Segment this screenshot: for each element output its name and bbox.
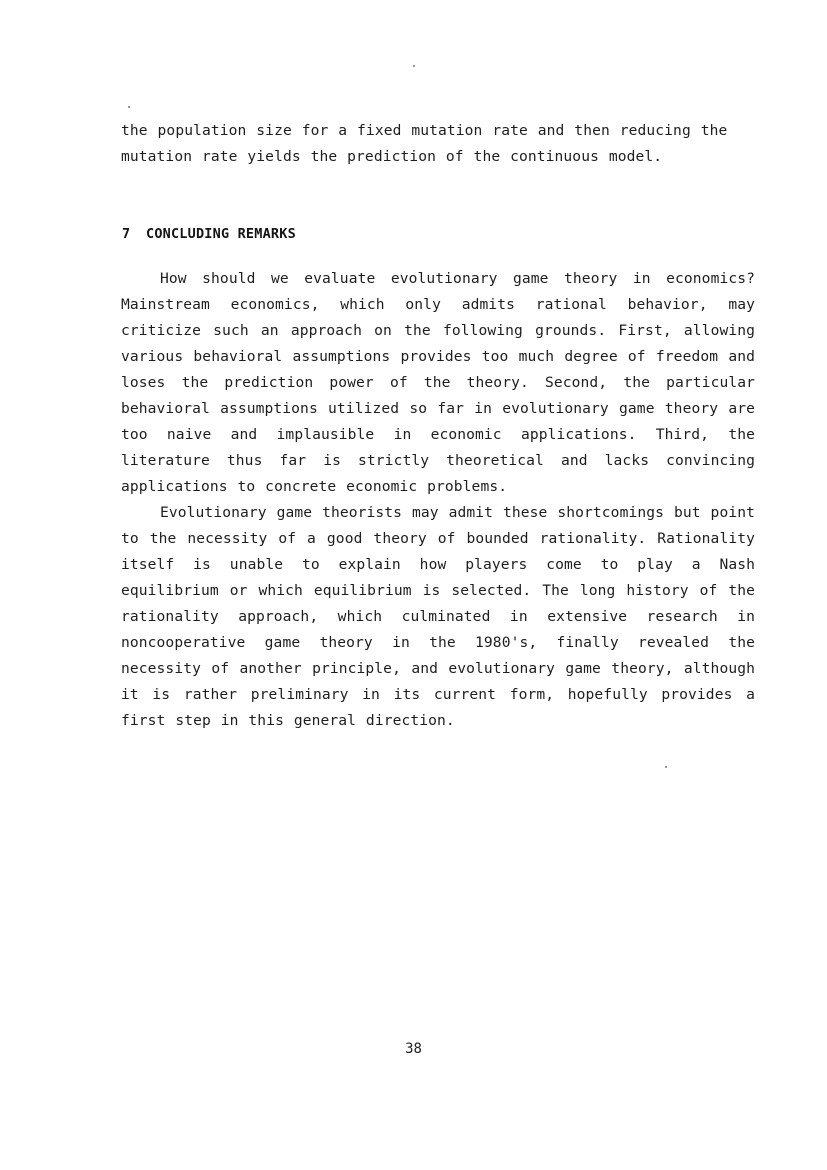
continuation-text xyxy=(121,118,755,170)
continuation-line: mutation rate yields the prediction of the continuous model. xyxy=(121,148,663,165)
section-body xyxy=(121,266,755,734)
scan-speck xyxy=(413,65,415,67)
section-title: CONCLUDING REMARKS xyxy=(146,226,296,242)
scan-speck xyxy=(128,106,130,108)
section-number: 7 xyxy=(122,226,131,242)
paragraph: How should we evaluate evolutionary game theory in economics? Mainstream economics, which only admits rational behavior, may criticize such an approach on the following grounds. First, allowing various behavioral assumptions provides too much degree of freedom and loses the prediction power of the theory. Second, the particular behavioral assumptions utilized so far in evolutionary game theory are too naive and implausible in economic applications. Third, the literature thus far is strictly theoretical and lacks convincing applications to concrete economic problems. xyxy=(121,270,755,495)
section-heading xyxy=(122,224,296,244)
paragraph: Evolutionary game theorists may admit these shortcomings but point to the necessity of a good theory of bounded rationality. Rationality itself is unable to explain how players come to play a Nash equilibrium or which equilibrium is selected. The long history of the rationality approach, which culminated in extensive research in noncooperative game theory in the 1980's, finally revealed the necessity of another principle, and evolutionary game theory, although it is rather preliminary in its current form, hopefully provides a first step in this general direction. xyxy=(121,504,755,729)
page-number: 38 xyxy=(405,1041,422,1057)
scan-speck xyxy=(665,766,667,768)
continuation-line: the population size for a fixed mutation rate and then reducing the xyxy=(121,122,728,139)
